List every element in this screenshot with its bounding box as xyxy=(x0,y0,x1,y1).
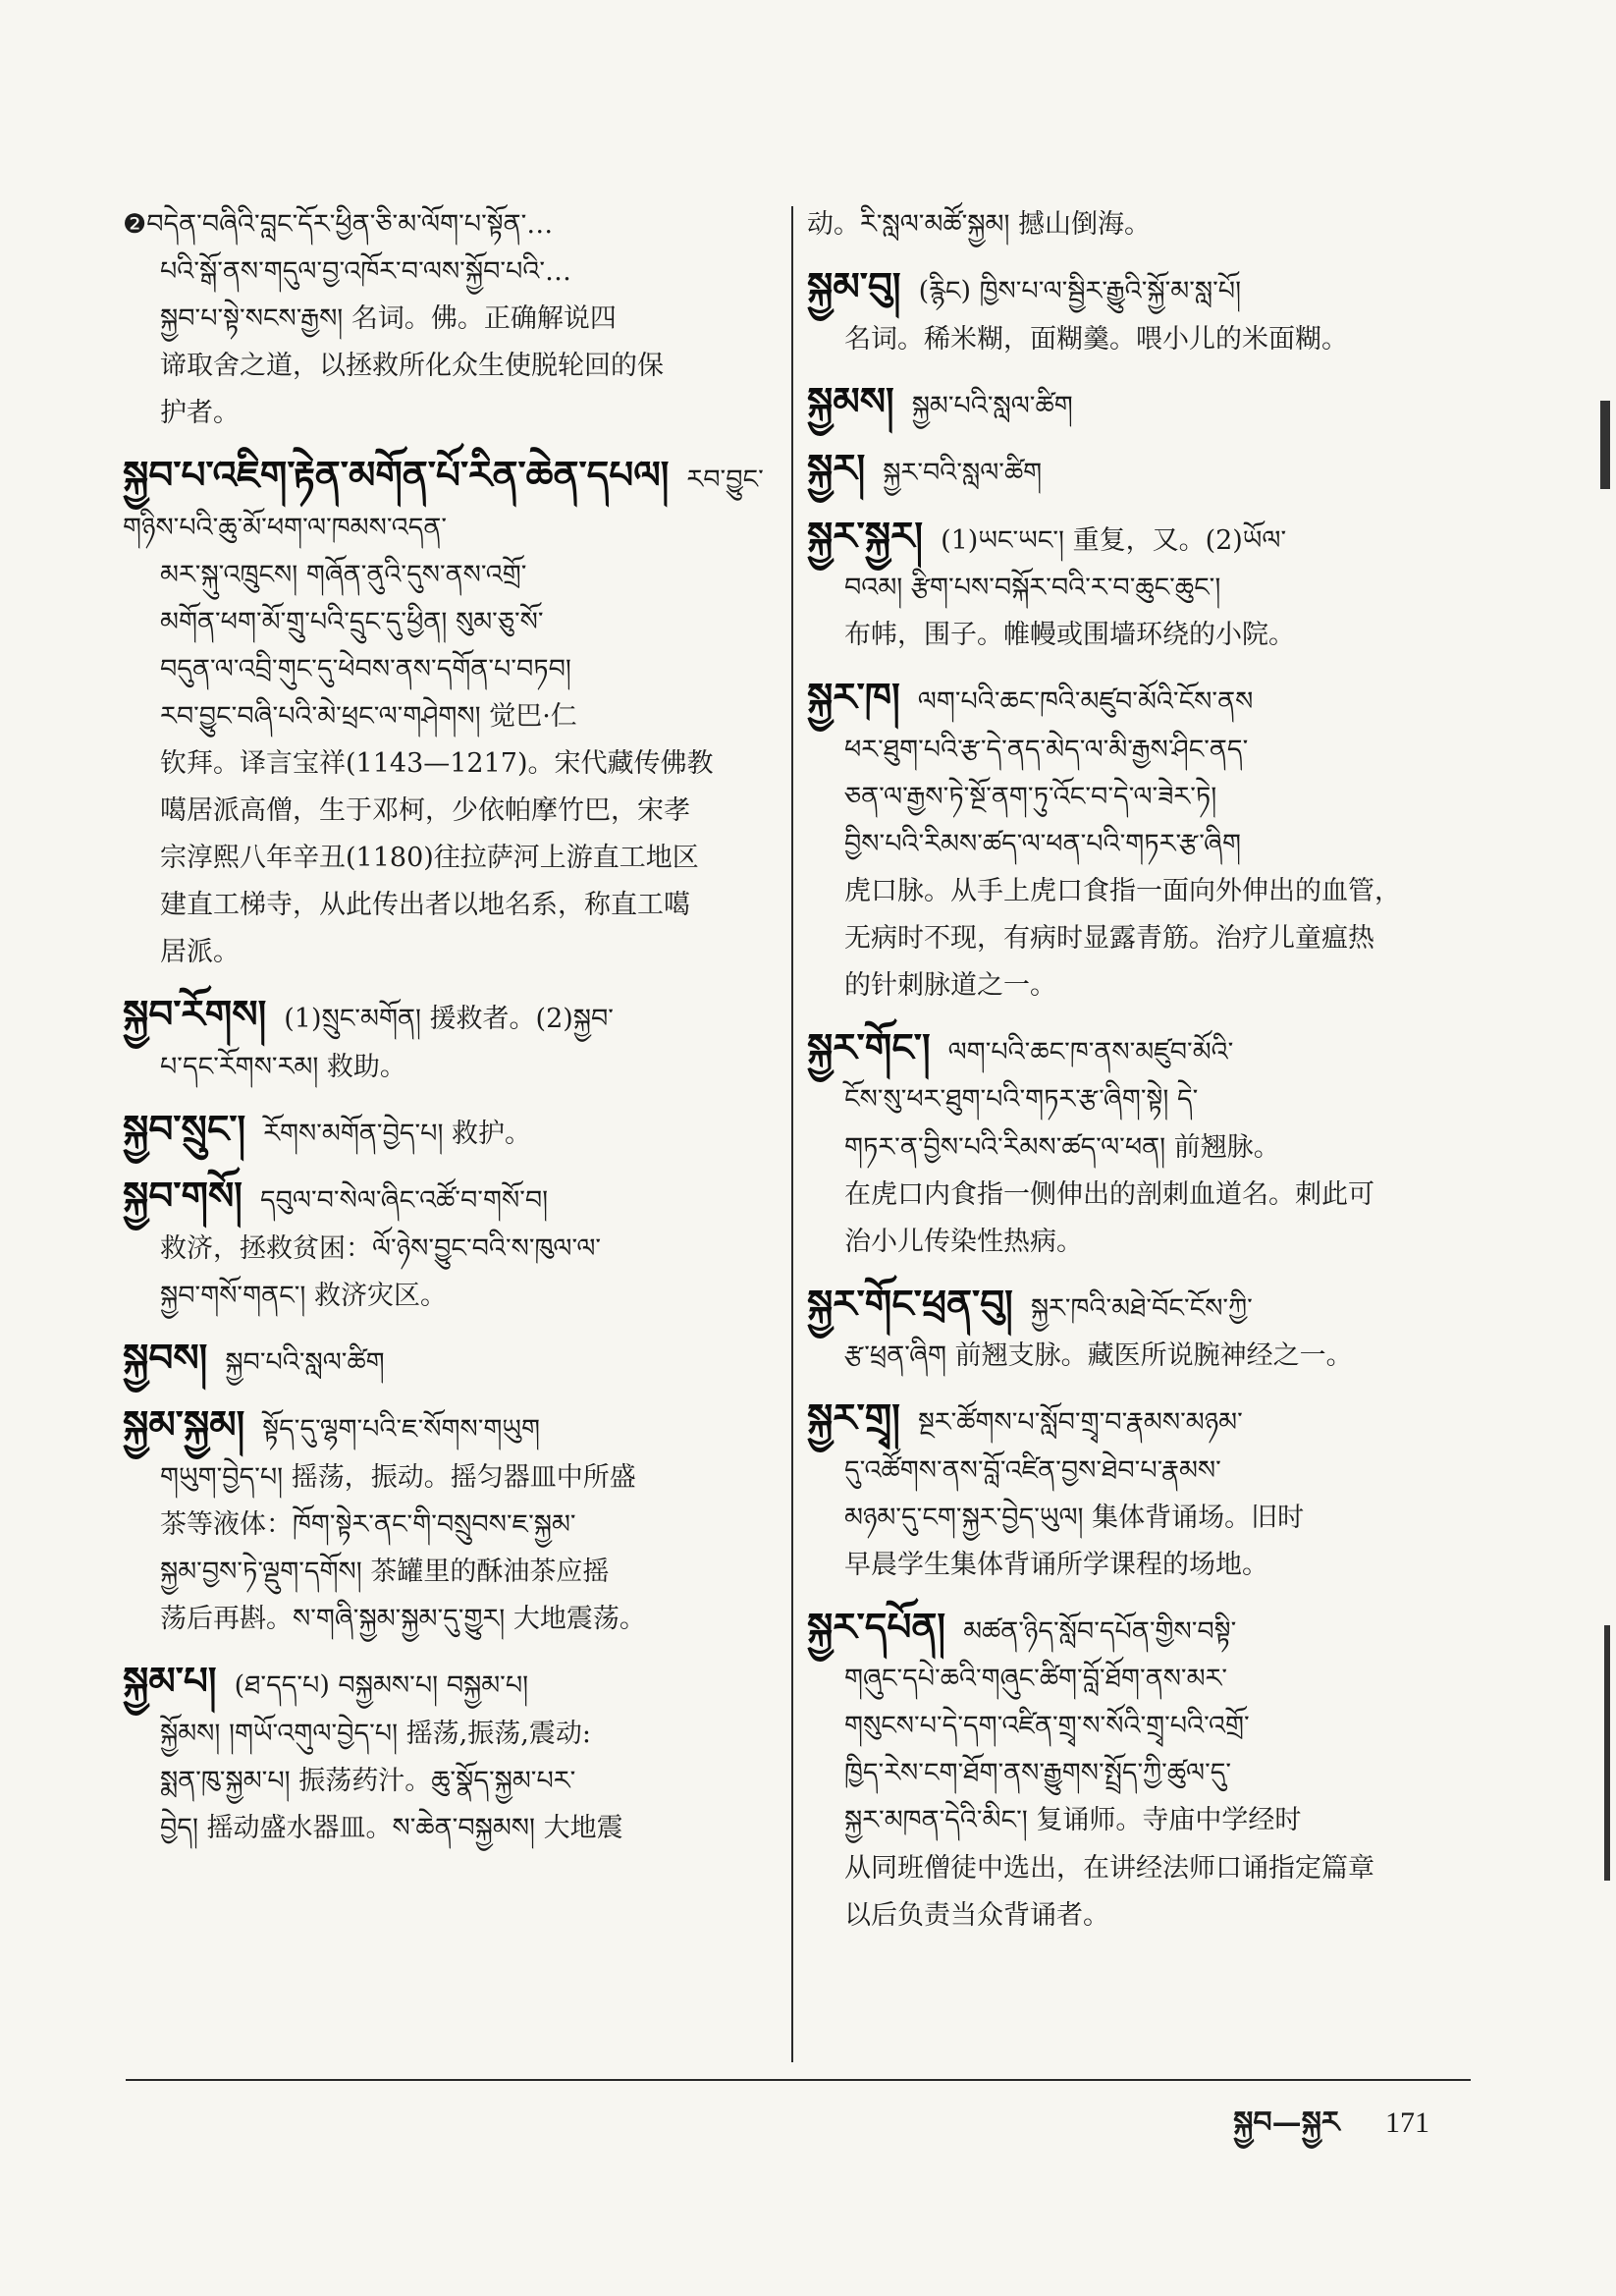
entry-text: སྐྱབ་པ་སྟེ་སངས་རྒྱས། 名词。佛。正确解说四 xyxy=(160,303,617,335)
entry-text: སྨན་ཁུ་སྐྱམ་པ། 振荡药汁。ཆུ་སྣོད་སྐྱམ་པར་ xyxy=(160,1765,576,1796)
entry-line xyxy=(807,201,1460,248)
entry-text: རབ་བྱུང་གཉིས་པའི་ཆུ་མོ་ཕག་ལ་ཁམས་འདན་ xyxy=(123,465,764,543)
entry-text: 荡后再斟。ས་གཞི་སྐྱམ་སྐྱམ་དུ་གྱུར། 大地震荡。 xyxy=(160,1603,646,1634)
entry-text: 噶居派高僧，生于邓柯，少依帕摩竹巴，宋孝 xyxy=(160,795,690,827)
entry-text: ལག་པའི་ཆང་ཁ་ནས་མཛུབ་མོའི་ xyxy=(947,1036,1234,1067)
entry-text: ངོས་སུ་ཕར་ཐུག་པའི་གཏར་རྩ་ཞིག་སྟེ། དེ་ xyxy=(844,1084,1199,1116)
entry-line xyxy=(807,868,1460,915)
entry-text: སྐྱབ་པའི་སླལ་ཚིག xyxy=(225,1346,385,1378)
dictionary-entry xyxy=(123,1168,766,1320)
scan-edge-mark xyxy=(1600,401,1610,489)
right-column xyxy=(807,201,1460,1949)
scan-edge-mark xyxy=(1604,1625,1610,1881)
entry-line xyxy=(807,1703,1460,1750)
entry-text: (1)སྲུང་མགོན། 援救者。(2)སྐྱབ་ xyxy=(284,1004,614,1035)
dictionary-entry xyxy=(807,258,1460,363)
entry-line xyxy=(807,1076,1460,1123)
dictionary-entry xyxy=(807,669,1460,1010)
headword: སྐྱམས། xyxy=(807,378,894,424)
entry-line xyxy=(807,1448,1460,1495)
entry-line xyxy=(807,1333,1460,1380)
entry-line xyxy=(807,1797,1460,1844)
entry-text: དུ་འཚོགས་ནས་བློ་འཛིན་བྱས་ཐེབ་པ་རྣམས་ xyxy=(844,1454,1221,1486)
entry-text: མཉམ་དུ་ངག་སྐྱར་བྱེད་ཡུལ། 集体背诵场。旧时 xyxy=(844,1502,1305,1533)
entry-line xyxy=(123,1653,766,1711)
entry-text: 动。རི་སླལ་མཚོ་སྐྱམ། 撼山倒海。 xyxy=(807,209,1152,240)
entry-text: སྐྱབ་གསོ་གནང་། 救济灾区。 xyxy=(160,1280,447,1311)
entry-line xyxy=(807,1276,1460,1334)
entry-text: བདུན་ལ་འབྲི་གུང་དུ་ཕེབས་ནས་དགོན་པ་བཏབ། xyxy=(160,653,571,684)
entry-text: སྐྱར་ཁའི་མཐེ་བོང་ངོས་ཀྱི་ xyxy=(1030,1292,1253,1324)
entry-line xyxy=(807,1495,1460,1542)
dictionary-entry xyxy=(123,201,766,437)
entry-line xyxy=(807,962,1460,1010)
entry-line xyxy=(123,201,766,248)
entry-line xyxy=(807,915,1460,962)
entry-text: ཕར་ཐུག་པའི་རྩ་དེ་ནད་མེད་ལ་མི་རྒྱས་ཤིང་ནད་ xyxy=(844,734,1249,765)
entry-line xyxy=(807,1542,1460,1589)
entry-text: གསུངས་པ་དེ་དག་འཛིན་གྲྭ་ས་སོའི་གྲྭ་པའི་འགྲོ་ xyxy=(844,1711,1250,1742)
entry-line xyxy=(807,1172,1460,1219)
entry-line xyxy=(123,1549,766,1596)
entry-line xyxy=(807,774,1460,821)
left-column xyxy=(123,201,766,1862)
entry-text: 救济，拯救贫困：ལོ་ཉེས་བྱུང་བའི་ས་ཁུལ་ལ་ xyxy=(160,1232,602,1264)
entry-text: 宗淳熙八年辛丑(1180)往拉萨河上游直工地区 xyxy=(160,843,699,874)
entry-line xyxy=(807,1390,1460,1448)
headword: སྐྱར་གོང་། xyxy=(807,1024,931,1070)
entry-text: 建直工梯寺，从此传出者以地名系，称直工噶 xyxy=(160,890,690,921)
entry-text: རབ་བྱུང་བཞི་པའི་མེ་ཕྲང་ལ་གཤེགས། 觉巴·仁 xyxy=(160,700,577,732)
headword: སྐྱར་གོང་ཕྲན་བུ། xyxy=(807,1281,1013,1327)
entry-text: རྩ་ཕྲན་ཞིག 前翘支脉。藏医所说腕神经之一。 xyxy=(844,1340,1353,1372)
entry-text: 茶等液体：ཁོག་སྟེར་ནང་གི་བསྲུབས་ཇ་སྐྱམ་ xyxy=(160,1508,576,1540)
entry-text: དབུལ་བ་སེལ་ཞིང་འཚོ་བ་གསོ་བ། xyxy=(259,1185,549,1217)
entry-line xyxy=(807,1892,1460,1940)
entry-line xyxy=(807,1124,1460,1172)
running-head-range: སྐྱབ—སྐྱར xyxy=(1233,2105,1340,2140)
page-number: 171 xyxy=(1385,2106,1429,2139)
entry-text: མཚན་ཉིད་སློབ་དཔོན་གྱིས་བསྟི་ xyxy=(963,1615,1237,1647)
entry-text: ཅན་ལ་རྒྱས་ཏེ་སྔོ་ནག་ཏུ་འོང་བ་དེ་ལ་ཟེར་ཏེ། xyxy=(844,781,1217,812)
dictionary-entry xyxy=(123,447,766,976)
entry-text: སྐྱམ་པའི་སླལ་ཚིག xyxy=(911,390,1073,421)
entry-text: 名词。稀米糊，面糊羹。喂小儿的米面糊。 xyxy=(844,323,1348,355)
page-footer xyxy=(1233,2090,1429,2172)
entry-line xyxy=(123,1711,766,1758)
entry-line xyxy=(123,835,766,882)
entry-line xyxy=(807,1845,1460,1892)
dictionary-entry xyxy=(123,1653,766,1852)
entry-line xyxy=(807,821,1460,868)
entry-text: མར་སྐུ་འཁྲུངས། གཞོན་ནུའི་དུས་ནས་འགྲོ་ xyxy=(160,559,527,590)
entry-line xyxy=(123,248,766,296)
entry-line xyxy=(123,986,766,1044)
entry-line xyxy=(123,882,766,929)
entry-text: སྔར་ཚོགས་པ་སློབ་གྲྭ་བ་རྣམས་མཉམ་ xyxy=(917,1407,1243,1439)
entry-line xyxy=(123,1596,766,1643)
entry-line xyxy=(123,1226,766,1273)
entry-text: གཏར་ན་བྱིས་པའི་རིམས་ཚད་ལ་ཕན། 前翘脉。 xyxy=(844,1131,1280,1163)
headword: སྐྱམ་པ། xyxy=(123,1659,217,1705)
entry-line xyxy=(123,1805,766,1852)
entry-line xyxy=(123,929,766,976)
entry-text: ❷བདེན་བཞིའི་བླང་དོར་ཕྱིན་ཅི་མ་ལོག་པ་སྟོན་… xyxy=(123,209,554,240)
dictionary-entry xyxy=(807,1599,1460,1940)
entry-text: 布帏，围子。帷幔或围墙环绕的小院。 xyxy=(844,620,1295,651)
entry-line xyxy=(123,296,766,343)
entry-text: གཞུང་དཔེ་ཆའི་གཞུང་ཚིག་བློ་ཐོག་ནས་མར་ xyxy=(844,1664,1228,1695)
entry-text: པའི་སྒོ་ནས་གདུལ་བྱ་འཁོར་བ་ལས་སྐྱོབ་པའི་… xyxy=(160,256,572,288)
entry-line xyxy=(807,565,1460,612)
entry-text: 谛取舍之道，以拯救所化众生使脱轮回的保 xyxy=(160,351,664,382)
entry-text: (1)ཡང་ཡང་། 重复，又。(2)ཡོལ་ xyxy=(941,524,1287,556)
entry-line xyxy=(807,669,1460,727)
entry-line xyxy=(123,1454,766,1502)
entry-line xyxy=(123,1396,766,1454)
column-divider xyxy=(791,206,793,2062)
entry-line xyxy=(123,740,766,788)
entry-line xyxy=(807,258,1460,316)
headword: སྐྱབ་སྲུང་། xyxy=(123,1106,246,1152)
entry-text: སྐྱམ་བྱས་ཏེ་ལྡུག་དགོས། 茶罐里的酥油茶应摇 xyxy=(160,1556,610,1587)
entry-text: 在虎口内食指一侧伸出的剖刺血道名。刺此可 xyxy=(844,1178,1374,1210)
headword: སྐྱར་གྲྭ། xyxy=(807,1395,900,1442)
entry-line xyxy=(123,1273,766,1320)
entry-text: 钦拜。译言宝祥(1143—1217)。宋代藏传佛教 xyxy=(160,747,714,779)
entry-line xyxy=(807,440,1460,498)
entry-line xyxy=(123,788,766,835)
entry-text: 的针刺脉道之一。 xyxy=(844,969,1056,1001)
entry-text: 护者。 xyxy=(160,398,240,429)
entry-text: བྱེད། 摇动盛水器皿。ས་ཆེན་བསྐྱམས། 大地震 xyxy=(160,1812,623,1843)
entry-line xyxy=(123,1758,766,1805)
entry-line xyxy=(807,727,1460,774)
entry-line xyxy=(123,447,766,552)
dictionary-entry xyxy=(123,1101,766,1159)
entry-text: 早晨学生集体背诵所学课程的场地。 xyxy=(844,1549,1268,1580)
entry-line xyxy=(123,693,766,740)
entry-line xyxy=(807,1750,1460,1797)
headword: སྐྱམ་བུ། xyxy=(807,264,901,310)
headword: སྐྱར། xyxy=(807,446,866,492)
entry-text: 居派。 xyxy=(160,937,240,968)
entry-line xyxy=(123,1168,766,1226)
headword: སྐྱར་སྐྱར། xyxy=(807,513,924,559)
entry-text: བྱིས་པའི་རིམས་ཚད་ལ་ཕན་པའི་གཏར་རྩ་ཞིག xyxy=(844,828,1241,859)
headword: སྐྱར་དཔོན། xyxy=(807,1604,946,1650)
entry-text: སྐྱར་མཁན་དེའི་མིང་། 复诵师。寺庙中学经时 xyxy=(844,1805,1302,1836)
headword: སྐྱབ་པ་འཇིག་རྟེན་མགོན་པོ་རིན་ཆེན་དཔལ། xyxy=(123,453,670,499)
entry-text: མགོན་ཕག་མོ་གྲུ་པའི་དྲུང་དུ་ཕྱིན། སུམ་ཅུ་སོ་ xyxy=(160,606,544,637)
entry-line xyxy=(123,390,766,437)
entry-text: སྟོད་དུ་ལྷག་པའི་ཇ་སོགས་གཡུག xyxy=(262,1414,540,1446)
entry-text: 以后负责当众背诵者。 xyxy=(844,1899,1109,1931)
headword: སྐྱབས། xyxy=(123,1335,208,1381)
entry-line xyxy=(807,612,1460,659)
entry-line xyxy=(123,599,766,646)
entry-text: ལག་པའི་ཆང་ཁའི་མཛུབ་མོའི་ངོས་ནས xyxy=(917,686,1254,718)
entry-line xyxy=(123,1502,766,1549)
entry-line xyxy=(123,343,766,390)
entry-text: སྐྱར་བའི་སླལ་ཚིག xyxy=(883,458,1043,489)
headword: སྐྱམ་སྐྱམ། xyxy=(123,1402,245,1449)
dictionary-entry xyxy=(807,1019,1460,1266)
headword: སྐྱབ་རོགས། xyxy=(123,992,267,1038)
entry-text: (རྙིང) ཁྱིས་པ་ལ་སྦྱིར་རྒྱུའི་སྐྱོ་མ་སླ་པོ། xyxy=(918,276,1242,307)
entry-text: བའམ། རྩིག་པས་བསྐོར་བའི་ར་བ་ཆུང་ཆུང་། xyxy=(844,573,1221,604)
headword: སྐྱར་ཁ། xyxy=(807,675,900,721)
entry-line xyxy=(123,1101,766,1159)
entry-text: 虎口脉。从手上虎口食指一面向外伸出的血管， xyxy=(844,875,1401,906)
entry-line xyxy=(123,1044,766,1091)
dictionary-entry xyxy=(807,508,1460,660)
dictionary-entry xyxy=(807,201,1460,248)
entry-line xyxy=(123,646,766,693)
entry-text: 治小儿传染性热病。 xyxy=(844,1226,1083,1257)
headword: སྐྱབ་གསོ། xyxy=(123,1174,242,1220)
entry-text: ཁྱིད་རེས་ངག་ཐོག་ནས་རྒྱུགས་སྤྲོད་ཀྱི་ཚུལ་དུ་ xyxy=(844,1758,1232,1789)
entry-text: པ་དང་རོགས་རམ། 救助。 xyxy=(160,1051,406,1082)
entry-text: (ཐ་དད་པ) བསྐྱམས་པ། བསྐྱམ་པ། xyxy=(234,1670,529,1702)
entry-text: སྐྱོམས། །གཡོ་འགུལ་བྱེད་པ། 摇荡,振荡,震动: xyxy=(160,1718,591,1749)
dictionary-entry xyxy=(123,1330,766,1388)
entry-text: 无病时不现，有病时显露青筋。治疗儿童瘟热 xyxy=(844,922,1374,954)
entry-line xyxy=(123,1330,766,1388)
entry-line xyxy=(807,508,1460,566)
dictionary-entry xyxy=(123,986,766,1091)
entry-line xyxy=(807,1019,1460,1077)
entry-line xyxy=(123,552,766,599)
dictionary-entry xyxy=(807,373,1460,431)
entry-line xyxy=(807,1656,1460,1703)
entry-line xyxy=(807,1599,1460,1657)
entry-text: གཡུག་བྱེད་པ། 摇荡，振动。摇匀器皿中所盛 xyxy=(160,1461,636,1493)
footer-rule xyxy=(126,2079,1471,2081)
dictionary-entry xyxy=(807,1276,1460,1381)
entry-text: 从同班僧徒中选出，在讲经法师口诵指定篇章 xyxy=(844,1852,1374,1884)
entry-line xyxy=(807,1219,1460,1266)
dictionary-entry xyxy=(807,1390,1460,1589)
entry-line xyxy=(807,373,1460,431)
entry-line xyxy=(807,316,1460,363)
dictionary-entry xyxy=(123,1396,766,1643)
entry-text: རོགས་མགོན་བྱེད་པ། 救护。 xyxy=(263,1118,532,1149)
dictionary-entry xyxy=(807,440,1460,498)
